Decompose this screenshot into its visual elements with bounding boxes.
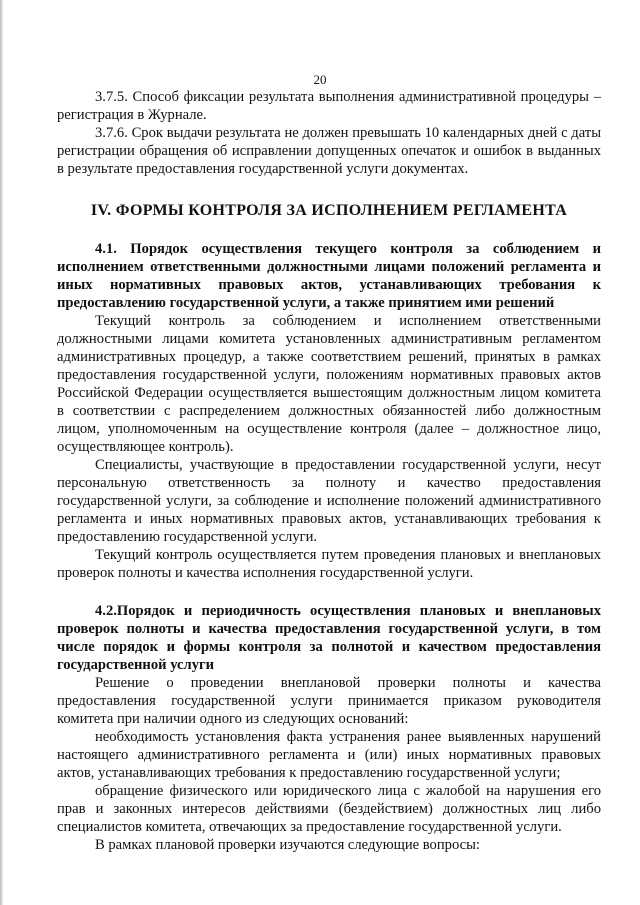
paragraph-4-1-a: Текущий контроль за соблюдением и исполнением ответственными должностными лицами комитета установленных административным регламентом административных процедур, а также соответствием решений, принятых в рамках предоставления государственной услуги, положениям нормативных правовых актов Российской Федерации осуществляется вышестоящим должностным лицом комитета в соответствии с распределением должностных обязанностей либо должностным лицом, уполномоченным на осуществление контроля (далее – должностное лицо, осуществляющее контроль).: [57, 313, 601, 455]
document-body: [57, 88, 601, 854]
paragraph-4-2-c: обращение физического или юридического лица с жалобой на нарушения его прав и законных интересов действиями (бездействием) должностных лиц либо специалистов комитета, отвечающих за предоставление государственной услуги.: [57, 783, 601, 835]
spacer: [57, 582, 601, 602]
paragraph-3-7-5: 3.7.5. Способ фиксации результата выполнения административной процедуры – регистрация в Журнале.: [57, 89, 601, 123]
paragraph-3-7-6: 3.7.6. Срок выдачи результата не должен превышать 10 календарных дней с даты регистрации обращения об исправлении допущенных опечаток и ошибок в выданных в результате предоставления государственной услуги документах.: [57, 125, 601, 177]
paragraph-4-1-c: Текущий контроль осуществляется путем проведения плановых и внеплановых проверок полноты и качества исполнения государственной услуги.: [57, 547, 601, 581]
page-number: 20: [313, 72, 327, 87]
heading-4-1: 4.1. Порядок осуществления текущего контроля за соблюдением и исполнением ответственными должностными лицами положений регламента и иных нормативных правовых актов, устанавливающих требования к предоставлению государственной услуги, а также принятием ими решений: [57, 241, 601, 311]
paragraph-4-2-d: В рамках плановой проверки изучаются следующие вопросы:: [95, 837, 480, 853]
heading-4-2: 4.2.Порядок и периодичность осуществления плановых и внеплановых проверок полноты и качества предоставления государственной услуги, в том числе порядок и формы контроля за полнотой и качеством предоставления государственной услуги: [57, 603, 601, 673]
scan-edge: [0, 0, 3, 905]
paragraph-4-1-b: Специалисты, участвующие в предоставлении государственной услуги, несут персональную ответственность за полноту и качество предоставления государственной услуги, за соблюдение и исполнение положений административного регламента и иных нормативных правовых актов, устанавливающих требования к предоставлению государственной услуги.: [57, 457, 601, 545]
paragraph-4-2-b: необходимость установления факта устранения ранее выявленных нарушений настоящего административного регламента и (или) иных нормативных правовых актов, устанавливающих требования к предоставлению государственной услуги;: [57, 729, 601, 781]
paragraph-4-2-a: Решение о проведении внеплановой проверки полноты и качества предоставления государственной услуги принимается приказом руководителя комитета при наличии одного из следующих оснований:: [57, 675, 601, 727]
section-title: IV. ФОРМЫ КОНТРОЛЯ ЗА ИСПОЛНЕНИЕМ РЕГЛАМЕНТА: [90, 202, 568, 219]
